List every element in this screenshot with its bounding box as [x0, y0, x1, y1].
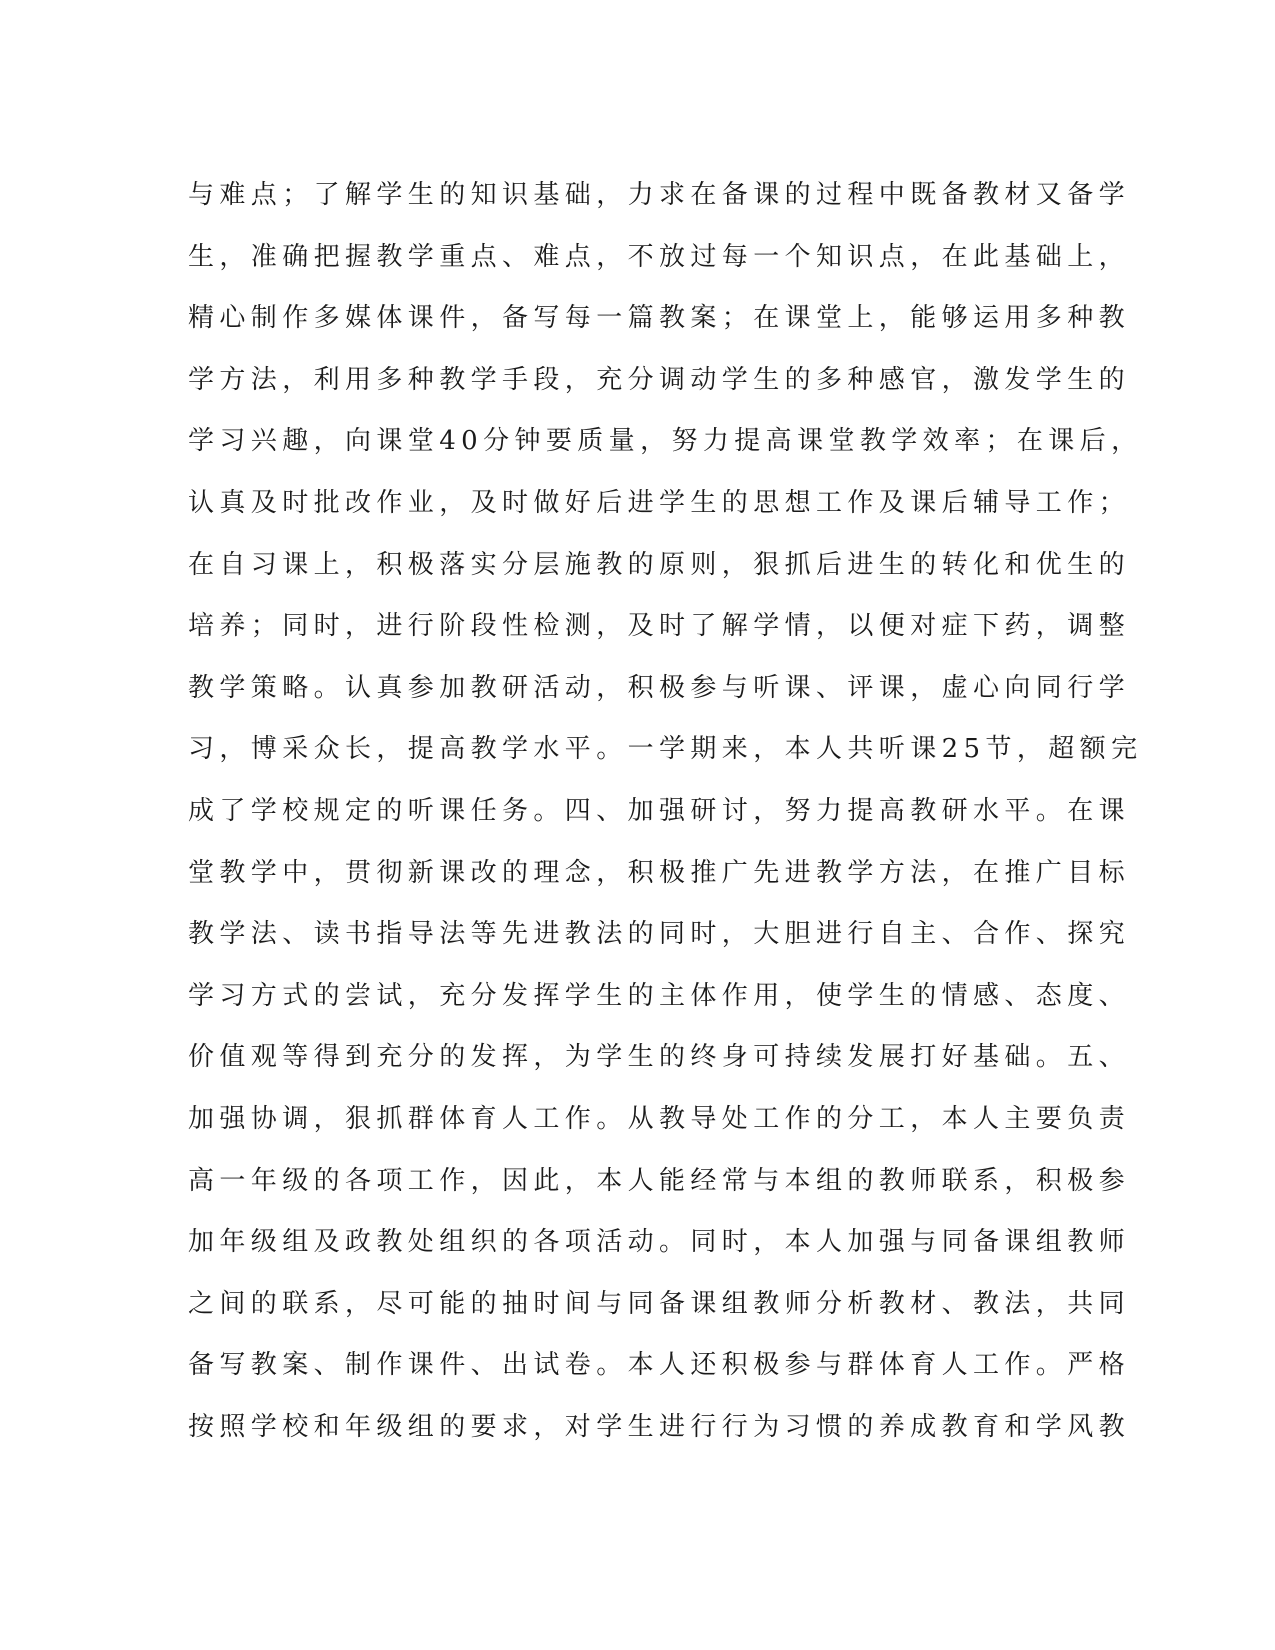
text-line: 学习方式的尝试，充分发挥学生的主体作用，使学生的情感、态度、 — [188, 980, 1131, 1011]
text-line: 备写教案、制作课件、出试卷。本人还积极参与群体育人工作。严格 — [188, 1350, 1131, 1381]
text-line: 高一年级的各项工作，因此，本人能经常与本组的教师联系，积极参 — [188, 1165, 1131, 1196]
text-line: 成了学校规定的听课任务。四、加强研讨，努力提高教研水平。在课 — [188, 795, 1131, 826]
text-line: 教学策略。认真参加教研活动，积极参与听课、评课，虚心向同行学 — [188, 672, 1131, 703]
text-line: 学方法，利用多种教学手段，充分调动学生的多种感官，激发学生的 — [188, 364, 1131, 395]
text-line: 精心制作多媒体课件，备写每一篇教案；在课堂上，能够运用多种教 — [188, 303, 1131, 334]
text-line: 学习兴趣，向课堂40分钟要质量，努力提高课堂教学效率；在课后， — [188, 426, 1143, 457]
text-line: 与难点；了解学生的知识基础，力求在备课的过程中既备教材又备学 — [188, 180, 1131, 210]
text-line: 加年级组及政教处组织的各项活动。同时，本人加强与同备课组教师 — [188, 1227, 1131, 1258]
text-line: 价值观等得到充分的发挥，为学生的终身可持续发展打好基础。五、 — [188, 1042, 1131, 1073]
text-line: 之间的联系，尽可能的抽时间与同备课组教师分析教材、教法，共同 — [188, 1288, 1131, 1319]
text-line: 生，准确把握教学重点、难点，不放过每一个知识点，在此基础上， — [188, 241, 1131, 272]
body-text — [188, 165, 1143, 1458]
text-line: 教学法、读书指导法等先进教法的同时，大胆进行自主、合作、探究 — [188, 919, 1131, 950]
text-line: 堂教学中，贯彻新课改的理念，积极推广先进教学方法，在推广目标 — [188, 857, 1131, 888]
text-line: 认真及时批改作业，及时做好后进学生的思想工作及课后辅导工作； — [188, 487, 1131, 518]
text-line: 加强协调，狠抓群体育人工作。从教导处工作的分工，本人主要负责 — [188, 1103, 1131, 1134]
text-line: 培养；同时，进行阶段性检测，及时了解学情，以便对症下药，调整 — [188, 611, 1131, 642]
text-line: 习，博采众长，提高教学水平。一学期来，本人共听课25节，超额完 — [188, 734, 1143, 765]
text-line: 在自习课上，积极落实分层施教的原则，狠抓后进生的转化和优生的 — [188, 549, 1131, 580]
text-line: 按照学校和年级组的要求，对学生进行行为习惯的养成教育和学风教 — [188, 1411, 1131, 1442]
